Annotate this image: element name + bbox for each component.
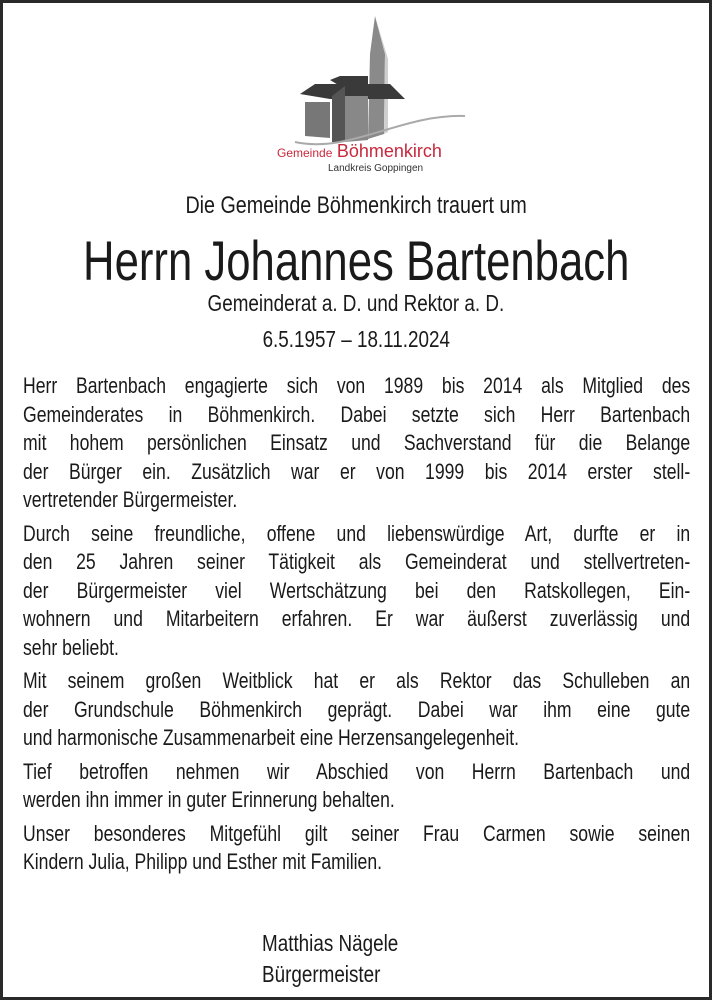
logo-prefix: Gemeinde	[277, 146, 333, 160]
logo-subtitle: Landkreis Goppingen	[328, 163, 424, 174]
text-line: Tief betroffen nehmen wir Abschied von Herrn Bartenbach und	[23, 758, 691, 784]
role-label: Gemeinderat a. D. und Rektor a. D.	[207, 290, 505, 316]
intro-label: Die Gemeinde Böhmenkirch trauert um	[185, 192, 527, 219]
obituary-body	[23, 372, 690, 882]
dates-label: 6.5.1957 – 18.11.2024	[262, 326, 450, 352]
text-line: mit hohem persönlichen Einsatz und Sachverstand für die Belange	[23, 430, 691, 455]
text-line: den 25 Jahren seiner Tätigkeit als Gemeinderat und stellvertreten-	[23, 549, 691, 574]
signature-name: Matthias Nägele	[262, 930, 399, 956]
text-line: Durch seine freundliche, offene und liebenswürdige Art, durfte er in	[23, 520, 691, 546]
signature-title: Bürgermeister	[262, 961, 381, 987]
text-line: vertretender Bürgermeister.	[23, 487, 238, 512]
text-line: Gemeinderates in Böhmenkirch. Dabei setzte sich Herr Bartenbach	[23, 401, 691, 427]
text-line: und harmonische Zusammenarbeit eine Herzensangelegenheit.	[23, 725, 520, 750]
paragraph	[23, 520, 690, 663]
name-label: Herrn Johannes Bartenbach	[82, 229, 630, 292]
paragraph	[23, 667, 690, 753]
text-line: Kindern Julia, Philipp und Esther mit Familien.	[23, 849, 383, 874]
text-line: der Bürger ein. Zusätzlich war er von 1999 bis 2014 erster stell-	[23, 458, 691, 484]
text-line: der Grundschule Böhmenkirch geprägt. Dabei war ihm eine gute	[23, 696, 691, 722]
text-line: Herr Bartenbach engagierte sich von 1989 bis 2014 als Mitglied des	[23, 373, 691, 398]
text-line: Unser besonderes Mitgefühl gilt seiner Frau Carmen sowie seinen	[23, 820, 691, 846]
paragraph	[23, 820, 690, 877]
logo-title	[277, 141, 442, 162]
text-line: der Bürgermeister viel Wertschätzung bei den Ratskollegen, Ein-	[23, 577, 691, 603]
text-line: sehr beliebt.	[23, 634, 119, 660]
text-line: wohnern und Mitarbeitern erfahren. Er war äußerst zuverlässig und	[23, 606, 691, 631]
text-line: Mit seinem großen Weitblick hat er als Rektor das Schulleben an	[23, 668, 691, 693]
text-line: werden ihn immer in guter Erinnerung behalten.	[23, 787, 395, 812]
paragraph	[23, 758, 690, 815]
role-text	[0, 290, 712, 317]
logo-name: Böhmenkirch	[336, 141, 442, 161]
life-dates	[0, 326, 712, 353]
intro-text	[0, 192, 712, 220]
paragraph	[23, 372, 690, 515]
deceased-name	[0, 228, 712, 293]
